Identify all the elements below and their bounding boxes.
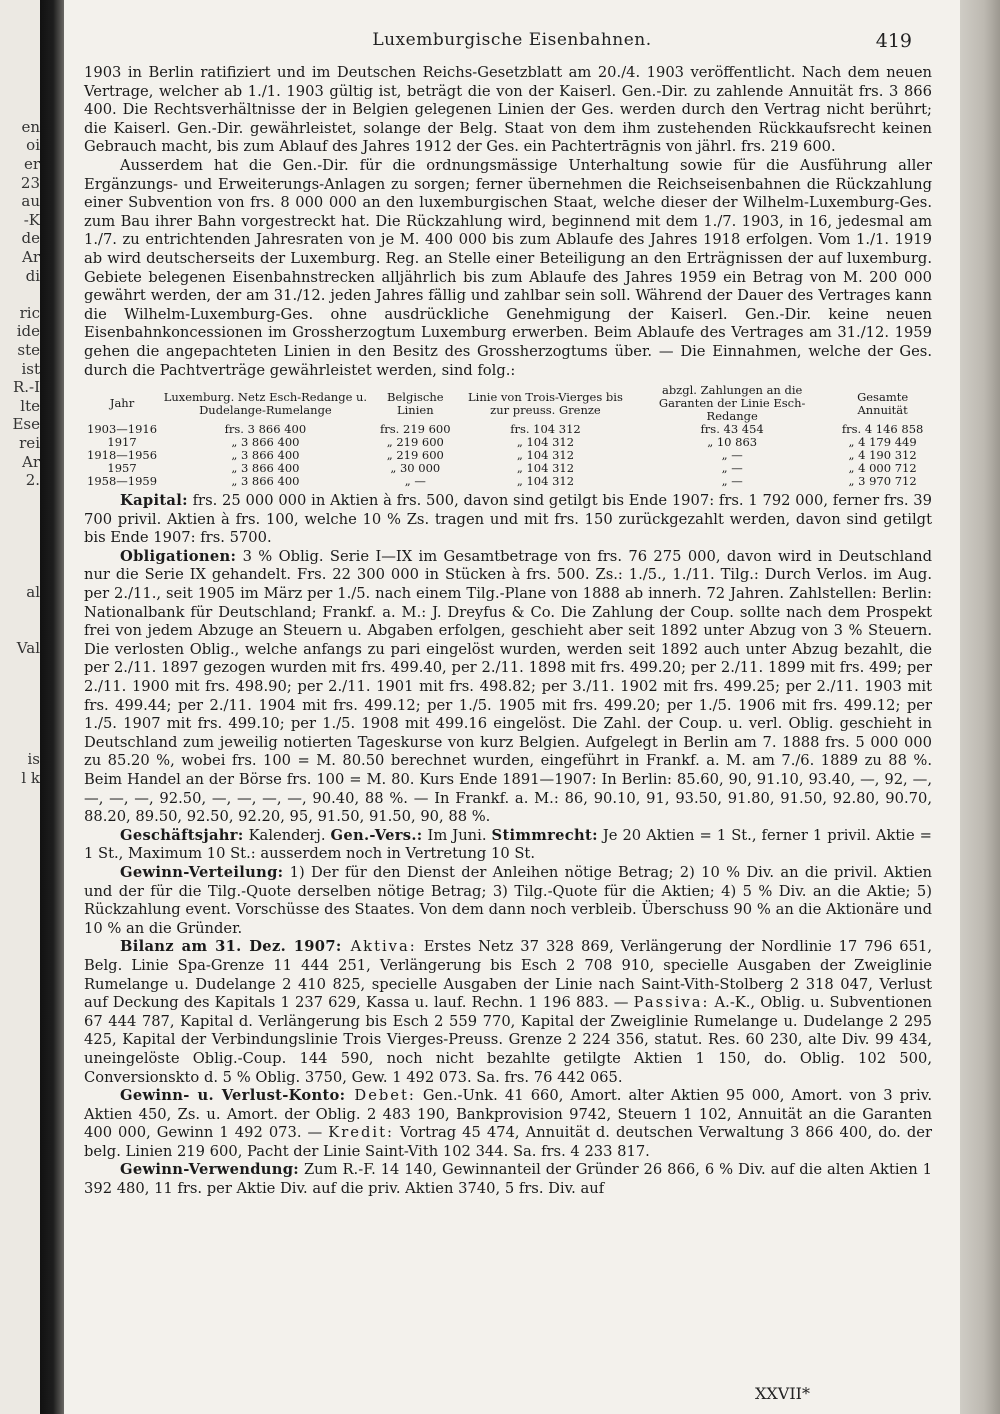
obligationen-text: 3 % Oblig. Serie I—IX im Gesamtbetrage von frs. 76 275 000, davon wird in Deutschland nur die Serie IX gehandelt. Frs. 22 300 000 in Stücken à frs. 500. Zs.: 1./5., 1./11. Tilg.: Durch Verlos. im Aug. per 2./11., seit 1905 im März per 1./5. nach einem Tilg.-Plane von 1888 ab innerh. 72 Jahren. Zahlstellen: Berlin: Nationalbank für Deutschland; Frankf. a. M.: J. Dreyfus & Co. Die Zahlung der Coup. sollte nach dem Prospekt frei von jedem Abzuge an Steuern u. Abgaben erfolgen, geschieht aber seit 1892 unter Abzug von 3 % Steuern. Die verlosten Oblig., welche anfangs zu pari eingelöst wurden, werden seit 1892 auch unter Abzug bezahlt, die per 2./11. 1897 gezogen wurden mit frs. 499.40, per 2./11. 1898 mit frs. 499.20; per 2./11. 1899 mit frs. 499; per 2./11. 1900 mit frs. 498.90; per 2./11. 1901 mit frs. 498.82; per 3./11. 1902 mit frs. 499.25; per 2./11. 1903 mit frs. 499.44; per 2./11. 1904 mit frs. 499.12; per 1./5. 1905 mit frs. 499.20; per 1./5. 1906 mit frs. 499.12; per 1./5. 1907 mit frs. 499.10; per 1./5. 1908 mit 499.16 eingelöst. Die Zahl. der Coup. u. verl. Oblig. geschieht in Deutschland zum jeweilig notierten Tageskurse von kurz Belgien. Aufgelegt in Berlin am 7. 1888 frs. 5 000 000 zu 85.20 %, wobei frs. 100 = M. 80.50 berechnet wurden, eingeführt in Frankf. a. M. am 7./6. 1889 zu 88 %. Beim Handel an der Börse frs. 100 = M. 80. Kurs Ende 1891—1907: In Berlin: 85.60, 90, 91.10, 93.40, —, 92, —, —, —, —, 92.50, —, —, —, —, 90.40, 88 %. — In Frankf. a. M.: 86, 90.10, 91, 93.50, 91.80, 91.50, 92.80, 90.70, 88.20, 89.50, 92.50, 92.20, 95, 91.50, 91.50, 90, 88 %. xyxy=(84,547,932,826)
gewinn-verteilung-label: Gewinn-Verteilung: xyxy=(120,863,284,881)
margin-fragment: ide xyxy=(16,322,40,341)
left-margin-previous-page xyxy=(0,0,40,1414)
margin-fragment: rei xyxy=(19,434,40,452)
aktiva-text: Erstes Netz 37 328 869, Verlängerung der Nordlinie 17 796 651, Belg. Linie Spa-Grenze 11 444 251, Verlängerung bis Esch 2 708 910, specielle Ausgaben der Zweiglinie Rumelange u. Dudelange 2 410 825, specielle Ausgaben der Linie nach Saint-Vith-Stolberg 2 318 047, Verlust auf Deckung des Kapitals 1 237 629, Kassa u. lauf. Rechn. 1 196 883. — xyxy=(84,938,932,1012)
table-cell: „ — xyxy=(404,474,426,489)
table-header-cell: Jahr xyxy=(109,396,135,411)
margin-fragment: oi xyxy=(26,136,40,155)
table-cell: 1918—1956 xyxy=(87,448,158,463)
annuity-table-header xyxy=(84,384,932,423)
margin-fragment: -K xyxy=(23,210,40,229)
section-bilanz xyxy=(84,938,932,1087)
geschaeftsjahr-label: Geschäftsjahr: xyxy=(120,826,244,844)
gen-vers-text: Im Juni. xyxy=(422,826,492,844)
page-footer xyxy=(64,1384,960,1404)
margin-fragment: Ar xyxy=(21,248,40,266)
table-row xyxy=(84,475,932,488)
table-cell: „ 219 600 xyxy=(386,448,444,463)
debet-label: Debet: xyxy=(345,1087,416,1105)
section-kapital xyxy=(84,492,932,548)
gewinn-verwendung-label: Gewinn-Verwendung: xyxy=(120,1161,300,1179)
margin-fragment: Ese xyxy=(12,415,40,434)
table-cell: „ 3 970 712 xyxy=(848,474,917,489)
gewinn-verwendung-text: Zum R.-F. 14 140, Gewinnanteil der Gründer 26 866, 6 % Div. auf die alten Aktien 1 392 480, 11 frs. per Aktie Div. auf die priv. Aktien 3740, 5 frs. Div. auf xyxy=(84,1161,932,1198)
table-cell: 1917 xyxy=(107,435,137,450)
gen-vers-label: Gen.-Vers.: xyxy=(330,826,423,844)
kredit-text: Vortrag 45 474, Annuität d. deutschen Verwaltung 3 866 400, do. der belg. Linien 219 600, Pacht der Linie Saint-Vith 102 344. Sa. frs. 4 233 817. xyxy=(84,1124,932,1160)
kapital-text: frs. 25 000 000 in Aktien à frs. 500, davon sind getilgt bis Ende 1907: frs. 1 792 000, ferner frs. 39 700 privil. Aktien à frs. 100, welche 10 % Zs. tragen und mit frs. 150 zurückgezahlt werden, davon sind getilgt bis Ende 1907: frs. 5700. xyxy=(84,492,932,547)
header-title: Luxemburgische Eisenbahnen. xyxy=(372,30,652,50)
table-cell: „ 104 312 xyxy=(516,474,575,489)
stimmrecht-label: Stimmrecht: xyxy=(491,826,598,844)
table-row xyxy=(84,462,932,475)
passiva-text: A.-K., Oblig. u. Subventionen 67 444 787, Kapital d. Verlängerung bis Esch 2 559 770, Kapital der Zweiglinie Rumelange u. Dudelange 2 295 425, Kapital der Verbindungslinie Trois Vierges-Preuss. Grenze 2 224 356, statut. Res. 60 230, alte Div. 99 434, uneingelöste Oblig.-Coup. 144 590, noch nicht bezahlte getilgte Aktien 1 150, do. Oblig. 102 500, Conversionskto d. 5 % Oblig. 3750, Gew. 1 492 073. Sa. frs. 76 442 065. xyxy=(84,994,932,1086)
table-cell: „ 3 866 400 xyxy=(231,461,300,476)
table-cell: frs. 4 146 858 xyxy=(841,422,924,437)
margin-fragment: 2. xyxy=(25,471,40,490)
table-cell: „ 10 863 xyxy=(707,435,758,450)
table-cell: „ 4 190 312 xyxy=(848,448,917,463)
section-obligationen xyxy=(84,548,932,827)
margin-fragment: au xyxy=(21,192,40,211)
margin-fragment: 23 xyxy=(20,173,40,192)
section-gewinn-verlust-konto xyxy=(84,1087,932,1161)
margin-fragment: ric xyxy=(19,303,40,322)
table-cell: „ 219 600 xyxy=(386,435,444,450)
running-header xyxy=(64,30,960,60)
table-cell: „ 3 866 400 xyxy=(231,448,300,463)
table-cell: „ 30 000 xyxy=(390,461,441,476)
table-cell: frs. 3 866 400 xyxy=(224,422,307,437)
gewinn-verteilung-text: 1) Der für den Dienst der Anleihen nötige Betrag; 2) 10 % Div. an die privil. Aktien und der für die Tilg.-Quote derselben nötige Betrag; 3) Tilg.-Quote für die Aktien; 4) 5 % Div. an die Aktie; 5) Rückzahlung event. Vorschüsse des Staates. Von dem dann noch verbleib. Überschuss 90 % an die Aktionäre und 10 % an die Gründer. xyxy=(84,863,932,937)
margin-fragment: de xyxy=(21,229,40,248)
table-row xyxy=(84,436,932,449)
margin-fragment: l k xyxy=(21,768,40,787)
table-cell: 1958—1959 xyxy=(87,474,158,489)
obligationen-label: Obligationen: xyxy=(120,547,237,565)
table-header-cell: Luxemburg. Netz Esch-Redange u. Dudelange-Rumelange xyxy=(163,389,368,417)
table-cell: 1957 xyxy=(107,461,137,476)
margin-fragment: Val xyxy=(16,638,40,657)
margin-fragment: is xyxy=(27,750,40,769)
section-gewinn-verteilung xyxy=(84,864,932,938)
table-header-cell: Linie von Trois-Vierges bis zur preuss. Grenze xyxy=(468,389,623,417)
table-cell: „ 4 000 712 xyxy=(848,461,917,476)
table-cell: „ 104 312 xyxy=(516,461,575,476)
annuity-table xyxy=(84,384,932,488)
section-gewinn-verwendung xyxy=(84,1161,932,1198)
margin-fragment: ist xyxy=(21,359,40,378)
footer-signature: XXVII* xyxy=(755,1384,810,1403)
margin-fragment: di xyxy=(25,266,40,285)
page-number: 419 xyxy=(875,30,912,52)
kapital-label: Kapital: xyxy=(120,492,188,510)
paragraph-obligations: Ausserdem hat die Gen.-Dir. für die ordnungsmässige Unterhaltung sowie für die Ausführung aller Ergänzungs- und Erweiterungs-Anlagen zu sorgen; ferner übernehmen die Reichseisenbahnen die Rückzahlung einer Subvention von frs. 8 000 000 an den luxemburgischen Staat, welche dieser der Wilhelm-Luxemburg-Ges. zum Bau ihrer Bahn vorgestreckt hat. Die Rückzahlung wird, beginnend mit dem 1./7. 1903, in 16, jedesmal am 1./7. zu entrichtenden Jahresraten von je M. 400 000 bis zum Ablaufe des Jahres 1918 erfolgen. Vom 1./1. 1919 ab wird deutscherseits der Luxemburg. Reg. an Stelle einer Beteiligung an den Erträgnissen der auf luxemburg. Gebiete belegenen Eisenbahnstrecken alljährlich bis zum Ablaufe des Jahres 1959 ein Betrag von M. 200 000 gewährt werden, der am 31./12. jeden Jahres fällig und zahlbar sein soll. Während der Dauer des Vertrages kann die Wilhelm-Luxemburg-Ges. ohne ausdrückliche Genehmigung der Kaiserl. Gen.-Dir. keine neuen Eisenbahnkoncessionen im Grossherzogtum Luxemburg erwerben. Beim Ablaufe des Vertrages am 31./12. 1959 gehen die angepachteten Linien in den Besitz des Grossherzogtums über. — Die Einnahmen, welche der Ges. durch die Pachtverträge gewährleistet werden, sind folg.: xyxy=(84,156,932,379)
right-page-edge xyxy=(960,0,1000,1414)
table-cell: frs. 43 454 xyxy=(700,422,764,437)
table-cell: „ — xyxy=(721,448,743,463)
gewinn-verlust-konto-label: Gewinn- u. Verlust-Konto: xyxy=(120,1087,346,1105)
annuity-table-body xyxy=(84,423,932,488)
margin-fragment: er xyxy=(23,155,40,173)
bilanz-label: Bilanz am 31. Dez. 1907: xyxy=(120,938,342,956)
table-cell: „ 104 312 xyxy=(516,435,575,450)
margin-fragment: Ar xyxy=(21,452,40,471)
book-spine-shadow xyxy=(40,0,64,1414)
table-header-cell: Belgische Linien xyxy=(387,389,444,417)
aktiva-label: Aktiva: xyxy=(341,938,417,956)
margin-fragment: al xyxy=(26,582,40,601)
margin-fragment: ste xyxy=(17,341,40,359)
table-cell: „ — xyxy=(721,474,743,489)
stimmrecht-text: Je 20 Aktien = 1 St., ferner 1 privil. Aktie = 1 St., Maximum 10 St.: ausserdem noch in Vertretung 10 St. xyxy=(84,826,932,863)
table-header-cell: Gesamte Annuität xyxy=(857,389,909,417)
table-cell: „ 3 866 400 xyxy=(231,435,300,450)
table-cell: frs. 219 600 xyxy=(380,422,451,437)
margin-fragment: lte xyxy=(20,396,40,415)
table-cell: „ 4 179 449 xyxy=(848,435,917,450)
section-geschaeftsjahr xyxy=(84,827,932,864)
kredit-label: Kredit: xyxy=(328,1124,394,1142)
table-header-cell: abzgl. Zahlungen an die Garanten der Linie Esch-Redange xyxy=(658,383,806,424)
table-cell: „ 3 866 400 xyxy=(231,474,300,489)
table-row xyxy=(84,449,932,462)
document-page xyxy=(64,0,960,1414)
passiva-label: Passiva: xyxy=(633,994,710,1012)
table-cell: „ 104 312 xyxy=(516,448,575,463)
table-cell: 1903—1916 xyxy=(87,422,158,437)
table-row xyxy=(84,423,932,436)
geschaeftsjahr-text: Kalenderj. xyxy=(243,826,331,844)
table-cell: „ — xyxy=(721,461,743,476)
paragraph-contract: 1903 in Berlin ratifiziert und im Deutschen Reichs-Gesetzblatt am 20./4. 1903 veröffentlicht. Nach dem neuen Vertrage, welcher ab 1./1. 1903 gültig ist, beträgt die von der Kaiserl. Gen.-Dir. zu zahlende Annuität frs. 3 866 400. Die Rechtsverhältnisse der in Belgien gelegenen Linien der Ges. werden durch den Vertrag nicht berührt; die Kaiserl. Gen.-Dir. gewährleistet, solange der Belg. Staat von dem ihm zustehenden Rückkaufsrecht keinen Gebrauch macht, bis zum Ablauf des Jahres 1912 der Ges. ein Pachtertrāgnis von jährl. frs. 219 600. xyxy=(84,64,932,156)
margin-fragment: R.-I xyxy=(12,378,40,397)
debet-text: Gen.-Unk. 41 660, Amort. alter Aktien 95 000, Amort. von 3 priv. Aktien 450, Zs. u. Amort. der Oblig. 2 483 190, Bankprovision 9742, Steuern 1 102, Annuität an die Garanten 400 000, Gewinn 1 492 073. — xyxy=(84,1087,932,1142)
margin-fragment: en xyxy=(21,117,40,136)
body-text xyxy=(84,64,932,1199)
table-cell: frs. 104 312 xyxy=(510,422,581,437)
